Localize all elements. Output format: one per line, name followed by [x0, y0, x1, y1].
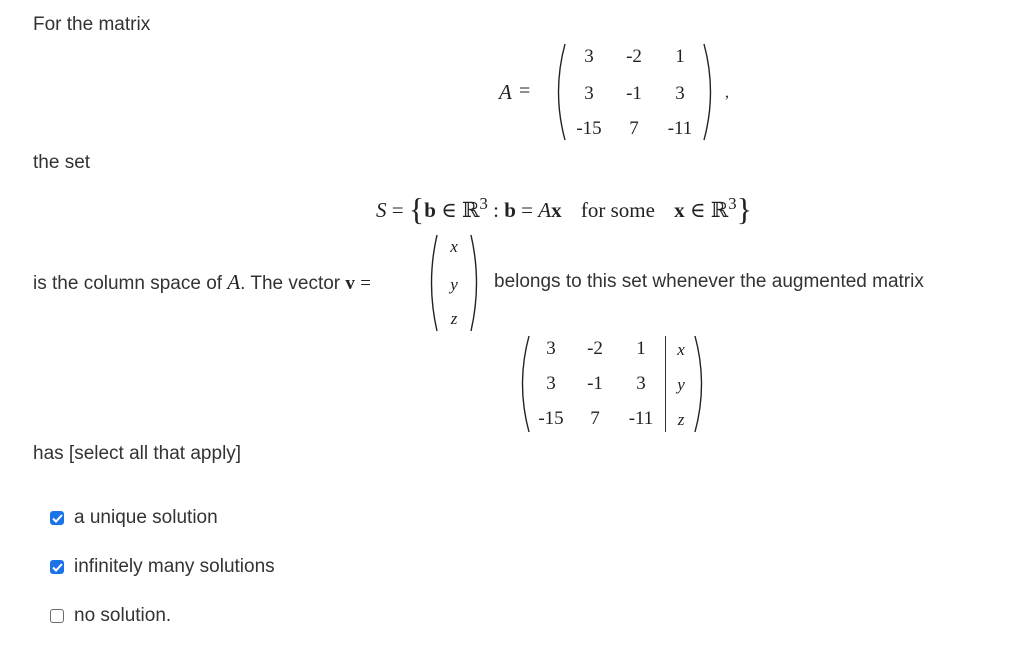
option-unique-solution[interactable]	[50, 506, 218, 530]
matrix-A-cell: 7	[629, 118, 639, 139]
set-for-some: for some	[580, 198, 655, 222]
aug-cell: 3	[636, 373, 646, 394]
matrix-A-cell: -2	[626, 46, 642, 67]
colspace-A: A	[227, 270, 241, 294]
matrix-A-cell: 3	[584, 46, 594, 67]
matrix-A-cell: -1	[626, 83, 642, 104]
option-infinitely-many[interactable]	[50, 555, 275, 579]
checkbox-checked-icon[interactable]	[50, 560, 64, 574]
matrix-A-cell: 3	[584, 83, 594, 104]
set-R2: ℝ	[710, 198, 729, 222]
matrix-A-equals: =	[519, 80, 531, 102]
colspace-before: is the column space of	[33, 273, 223, 294]
aug-cell: y	[677, 375, 685, 394]
the-set-text: the set	[33, 152, 91, 173]
belongs-text: belongs to this set whenever the augmented matrix	[494, 271, 924, 292]
matrix-A-cell: 1	[675, 46, 685, 67]
matrix-A-label: A	[499, 80, 512, 104]
colspace-sentence	[33, 271, 371, 295]
option-no-solution[interactable]	[50, 604, 171, 628]
aug-cell: -1	[587, 373, 603, 394]
aug-cell: z	[677, 410, 685, 429]
checkbox-unchecked-icon[interactable]	[50, 609, 64, 623]
set-eq2: =	[521, 198, 534, 222]
aug-cell: 3	[546, 373, 556, 394]
colspace-after: . The vector	[240, 273, 341, 294]
v-symbol: v	[345, 273, 355, 294]
v-equals: =	[360, 273, 371, 294]
matrix-A-comma: ,	[725, 84, 729, 101]
matrix-A-cell: -11	[667, 118, 693, 139]
vector-left-paren	[425, 233, 439, 333]
option-label: no solution.	[74, 605, 172, 626]
set-lbrace: {	[408, 191, 425, 227]
select-all-prompt: has [select all that apply]	[33, 443, 242, 464]
matrix-A-cell: -15	[576, 118, 602, 139]
set-x2: x	[674, 198, 685, 222]
aug-cell: -2	[587, 338, 603, 359]
option-label: a unique solution	[74, 507, 218, 528]
set-rbrace: }	[736, 191, 753, 227]
matrix-A-block	[495, 40, 745, 145]
aug-cell: 7	[590, 408, 600, 429]
set-exp: 3	[479, 194, 488, 213]
set-in2: ∈	[689, 198, 706, 222]
vector-entry: y	[450, 275, 458, 294]
left-paren	[551, 42, 567, 142]
set-R: ℝ	[461, 198, 480, 222]
option-label: infinitely many solutions	[74, 556, 275, 577]
augmented-matrix	[515, 332, 715, 436]
set-S: S	[376, 198, 387, 222]
aug-cell: -11	[628, 408, 654, 429]
matrix-A-cell: 3	[675, 83, 685, 104]
set-b: b	[424, 198, 436, 222]
vector-right-paren	[469, 233, 483, 333]
right-paren	[702, 42, 718, 142]
set-eq: =	[391, 198, 404, 222]
checkbox-checked-icon[interactable]	[50, 511, 64, 525]
set-exp2: 3	[728, 194, 737, 213]
set-in: ∈	[441, 198, 457, 222]
aug-cell: 1	[636, 338, 646, 359]
set-colon: :	[493, 198, 499, 222]
aug-cell: x	[677, 340, 685, 359]
aug-cell: 3	[546, 338, 556, 359]
set-definition	[376, 186, 752, 228]
set-b2: b	[504, 198, 516, 222]
aug-cell: -15	[538, 408, 564, 429]
intro-text: For the matrix	[33, 14, 151, 35]
aug-right-paren	[693, 334, 709, 434]
set-x: x	[551, 198, 562, 222]
aug-divider	[665, 336, 666, 432]
vector-entry: z	[450, 309, 458, 328]
set-A: A	[538, 198, 552, 222]
vector-entry: x	[450, 237, 458, 256]
